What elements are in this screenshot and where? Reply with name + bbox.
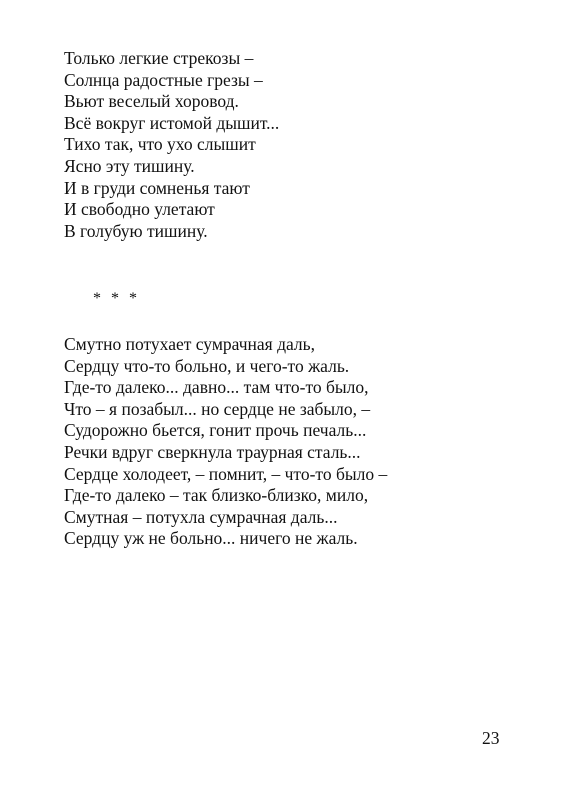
- poem-line: Где-то далеко – так близко-близко, мило,: [64, 485, 369, 506]
- poem-line: Смутная – потухла сумрачная даль...: [64, 506, 338, 527]
- poem-line: Сердце холодеет, – помнит, – что-то было –: [64, 463, 388, 484]
- poem-stanza-1: [64, 48, 279, 242]
- poem-line: Судорожно бьется, гонит прочь печаль...: [64, 420, 367, 441]
- poem-line: Ясно эту тишину.: [64, 155, 195, 176]
- poem-line: Сердцу уж не больно... ничего не жаль.: [64, 528, 358, 549]
- poem-line: Всё вокруг истомой дышит...: [64, 112, 280, 133]
- poem-line: Солнца радостные грезы –: [64, 69, 263, 90]
- poem-line: Что – я позабыл... но сердце не забыло, –: [64, 398, 371, 419]
- poem-line: Сердцу что-то больно, и чего-то жаль.: [64, 355, 350, 376]
- poem-stanza-2: [64, 334, 387, 550]
- poem-line: Вьют веселый хоровод.: [64, 91, 239, 112]
- page-number: 23: [482, 728, 500, 748]
- poem-line: В голубую тишину.: [64, 220, 208, 241]
- poem-line: Тихо так, что ухо слышит: [64, 134, 256, 155]
- poem-line: Речки вдруг сверкнула траурная сталь...: [64, 441, 361, 462]
- poem-line: Смутно потухает сумрачная даль,: [64, 334, 315, 354]
- poem-line: И свободно улетают: [64, 199, 215, 220]
- poem-line: Только легкие стрекозы –: [64, 48, 254, 68]
- poem-line: И в груди сомненья тают: [64, 177, 250, 198]
- poem-line: Где-то далеко... давно... там что-то было,: [64, 377, 369, 398]
- section-separator: * * *: [93, 290, 140, 307]
